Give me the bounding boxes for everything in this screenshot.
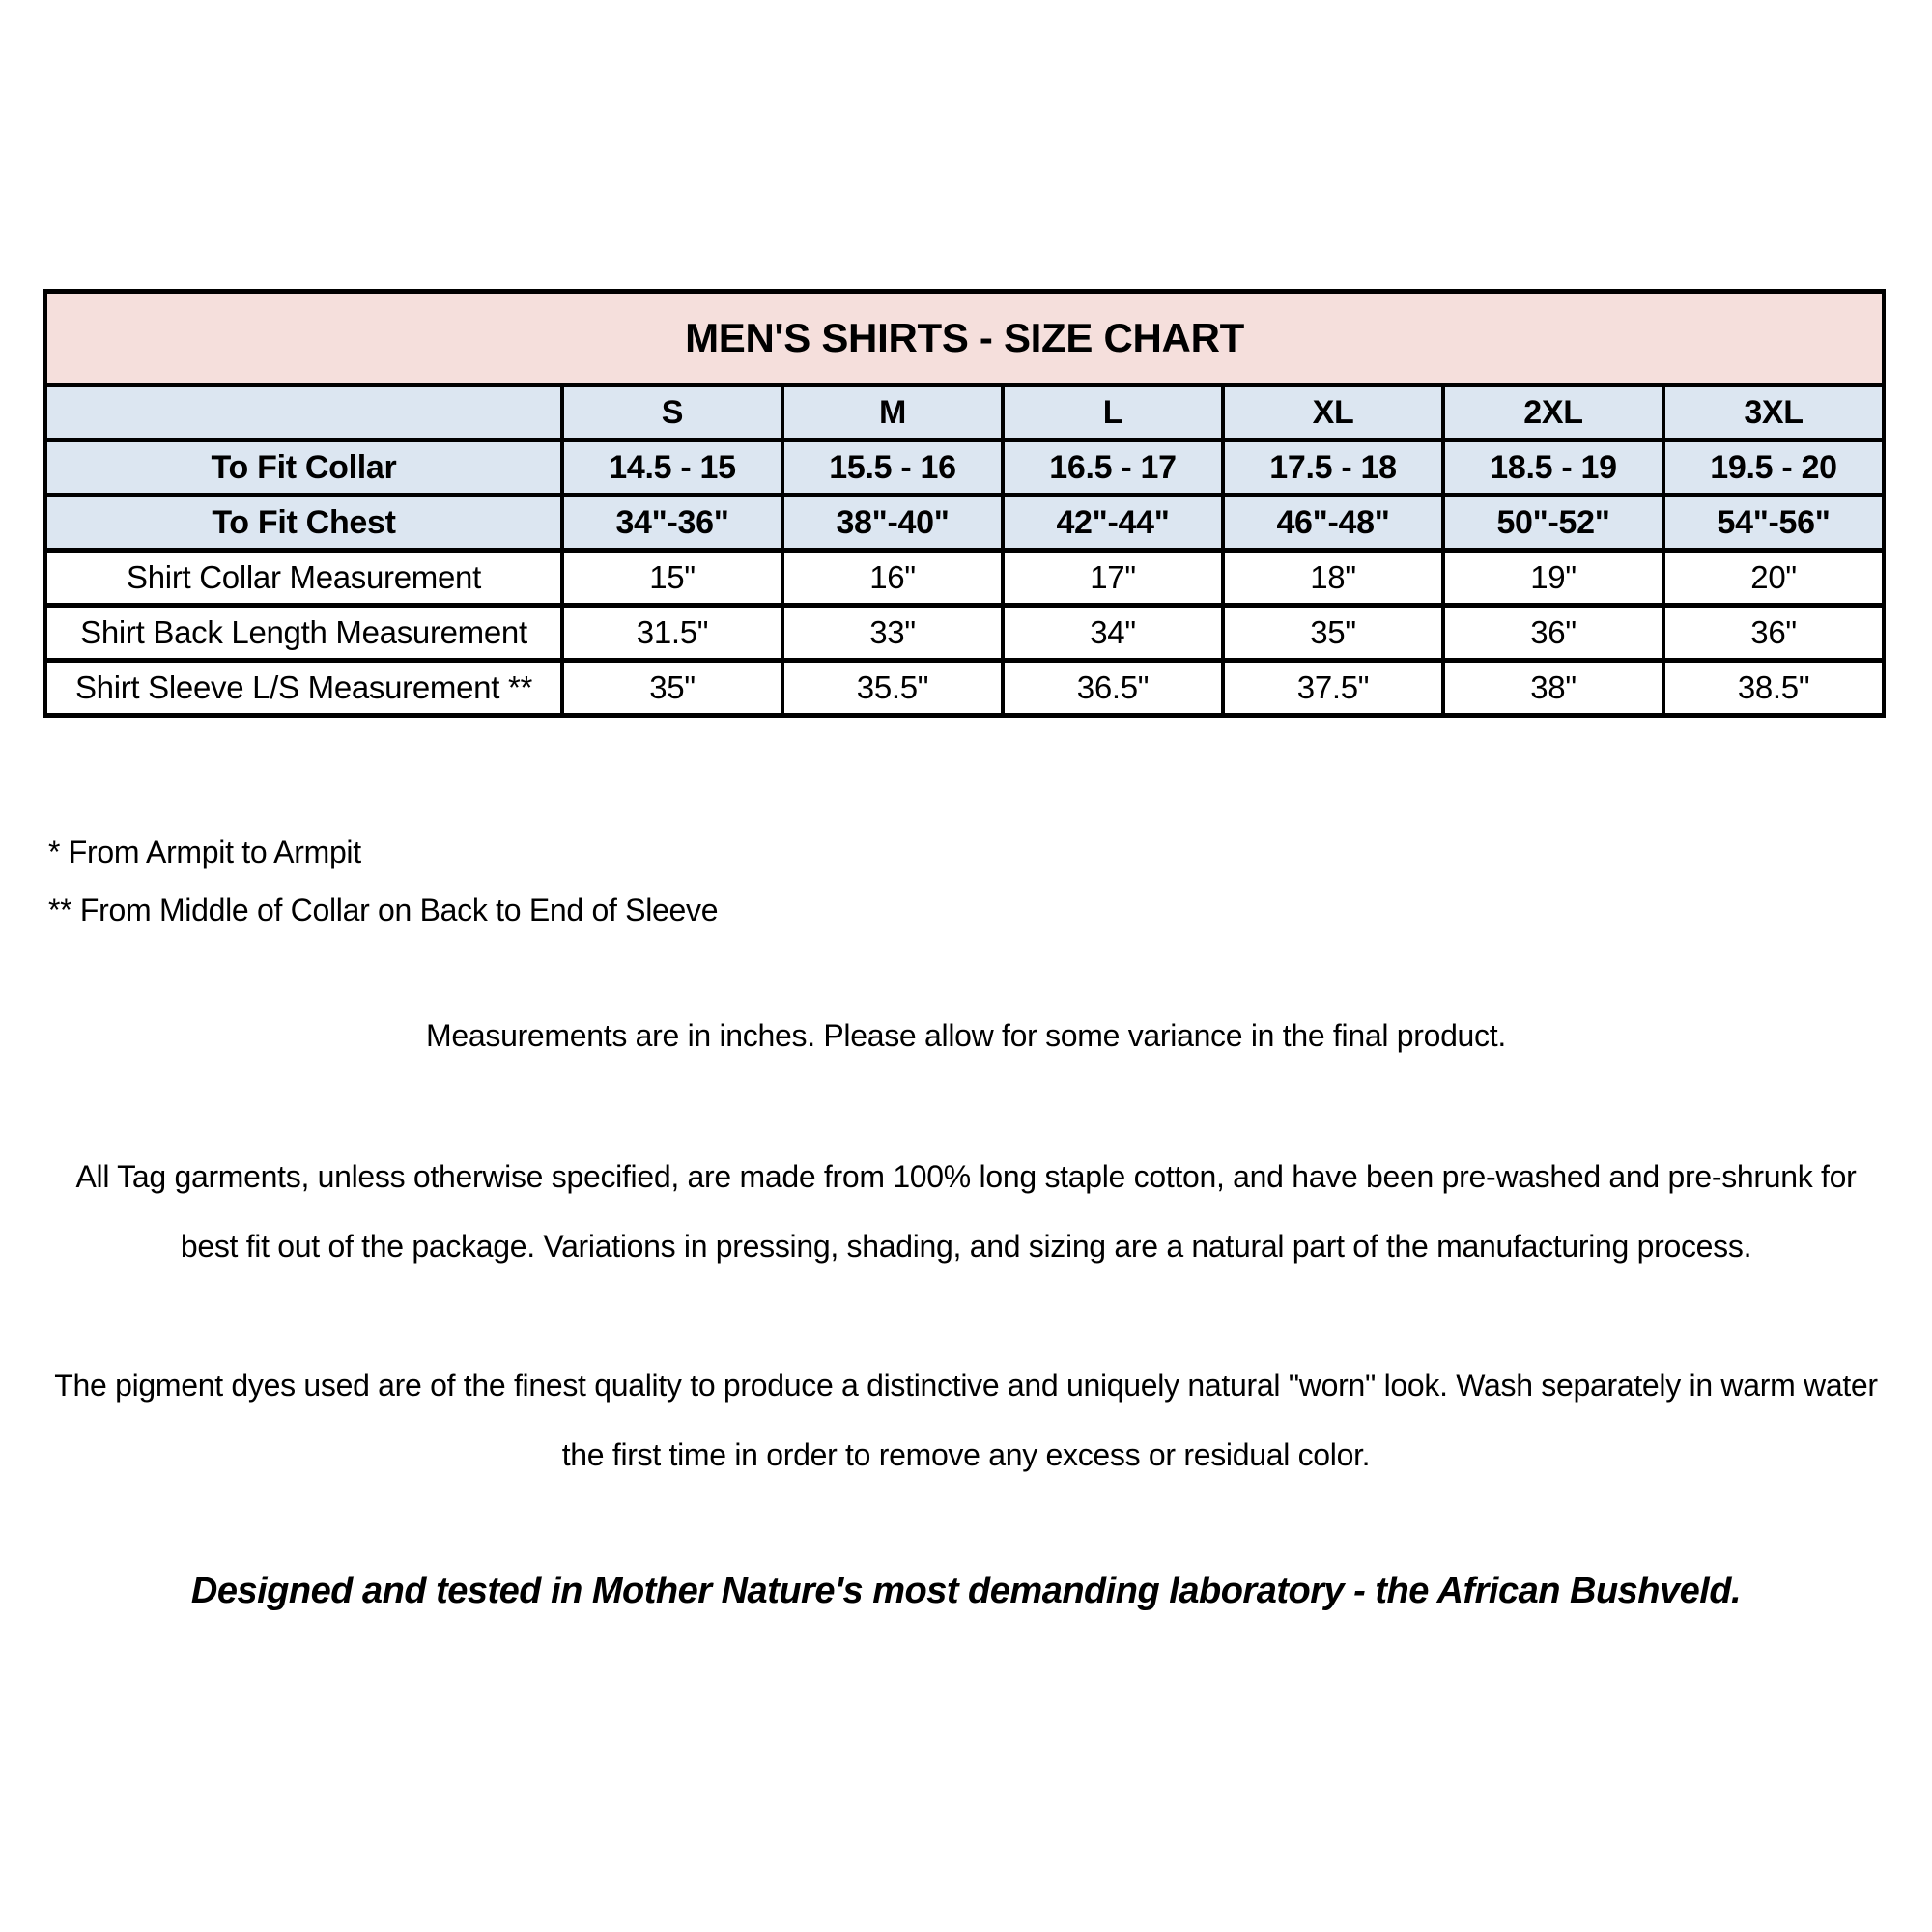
brand-tagline: Designed and tested in Mother Nature's most demanding laboratory - the African Bushveld.	[190, 1571, 1742, 1611]
paragraph-measurements-note: Measurements are in inches. Please allow for some variance in the final product.	[426, 1018, 1506, 1053]
cell-value: 54"-56"	[1663, 496, 1884, 551]
cell-value: 15"	[562, 551, 782, 606]
table-title-row	[45, 292, 1884, 385]
row-label: To Fit Chest	[45, 496, 562, 551]
cell-value: 17.5 - 18	[1223, 440, 1443, 496]
row-label: Shirt Back Length Measurement	[45, 606, 562, 661]
cell-value: 35"	[562, 661, 782, 716]
cell-value: 36.5"	[1003, 661, 1223, 716]
cell-value: 42"-44"	[1003, 496, 1223, 551]
table-row-shirt-collar	[45, 551, 1884, 606]
footnotes-block	[48, 823, 718, 939]
footnote-sleeve: ** From Middle of Collar on Back to End of Sleeve	[48, 893, 719, 927]
cell-value: 16"	[782, 551, 1003, 606]
size-header-xl: XL	[1223, 385, 1443, 440]
size-header-m: M	[782, 385, 1003, 440]
cell-value: 14.5 - 15	[562, 440, 782, 496]
size-header-2xl: 2XL	[1443, 385, 1663, 440]
cell-value: 17"	[1003, 551, 1223, 606]
size-header-row	[45, 385, 1884, 440]
size-chart-table	[43, 289, 1886, 718]
cell-value: 33"	[782, 606, 1003, 661]
cell-value: 38"-40"	[782, 496, 1003, 551]
cell-value: 46"-48"	[1223, 496, 1443, 551]
footnote-armpit: * From Armpit to Armpit	[48, 835, 361, 869]
cell-value: 15.5 - 16	[782, 440, 1003, 496]
cell-value: 38.5"	[1663, 661, 1884, 716]
row-label: To Fit Collar	[45, 440, 562, 496]
row-label: Shirt Collar Measurement	[45, 551, 562, 606]
table-row-shirt-sleeve	[45, 661, 1884, 716]
size-header-l: L	[1003, 385, 1223, 440]
row-label: Shirt Sleeve L/S Measurement **	[45, 661, 562, 716]
cell-value: 18"	[1223, 551, 1443, 606]
corner-header-cell	[45, 385, 562, 440]
cell-value: 50"-52"	[1443, 496, 1663, 551]
paragraph-pigment-dyes: The pigment dyes used are of the finest quality to produce a distinctive and uniquely natural "worn" look. Wash separately in warm water the first time in order to remove any excess or residual color.	[54, 1368, 1878, 1472]
paragraph-garments-info: All Tag garments, unless otherwise specified, are made from 100% long staple cotton, and have been pre-washed and pre-shrunk for best fit out of the package. Variations in pressing, shading, and sizing are a natural part of the manufacturing process.	[75, 1159, 1857, 1264]
cell-value: 36"	[1443, 606, 1663, 661]
cell-value: 38"	[1443, 661, 1663, 716]
cell-value: 19.5 - 20	[1663, 440, 1884, 496]
table-row-to-fit-collar	[45, 440, 1884, 496]
cell-value: 16.5 - 17	[1003, 440, 1223, 496]
cell-value: 37.5"	[1223, 661, 1443, 716]
table-row-to-fit-chest	[45, 496, 1884, 551]
size-header-s: S	[562, 385, 782, 440]
cell-value: 19"	[1443, 551, 1663, 606]
cell-value: 35.5"	[782, 661, 1003, 716]
cell-value: 35"	[1223, 606, 1443, 661]
cell-value: 20"	[1663, 551, 1884, 606]
cell-value: 34"-36"	[562, 496, 782, 551]
cell-value: 34"	[1003, 606, 1223, 661]
size-header-3xl: 3XL	[1663, 385, 1884, 440]
cell-value: 31.5"	[562, 606, 782, 661]
cell-value: 18.5 - 19	[1443, 440, 1663, 496]
cell-value: 36"	[1663, 606, 1884, 661]
table-title: MEN'S SHIRTS - SIZE CHART	[45, 292, 1884, 385]
table-row-shirt-back-length	[45, 606, 1884, 661]
